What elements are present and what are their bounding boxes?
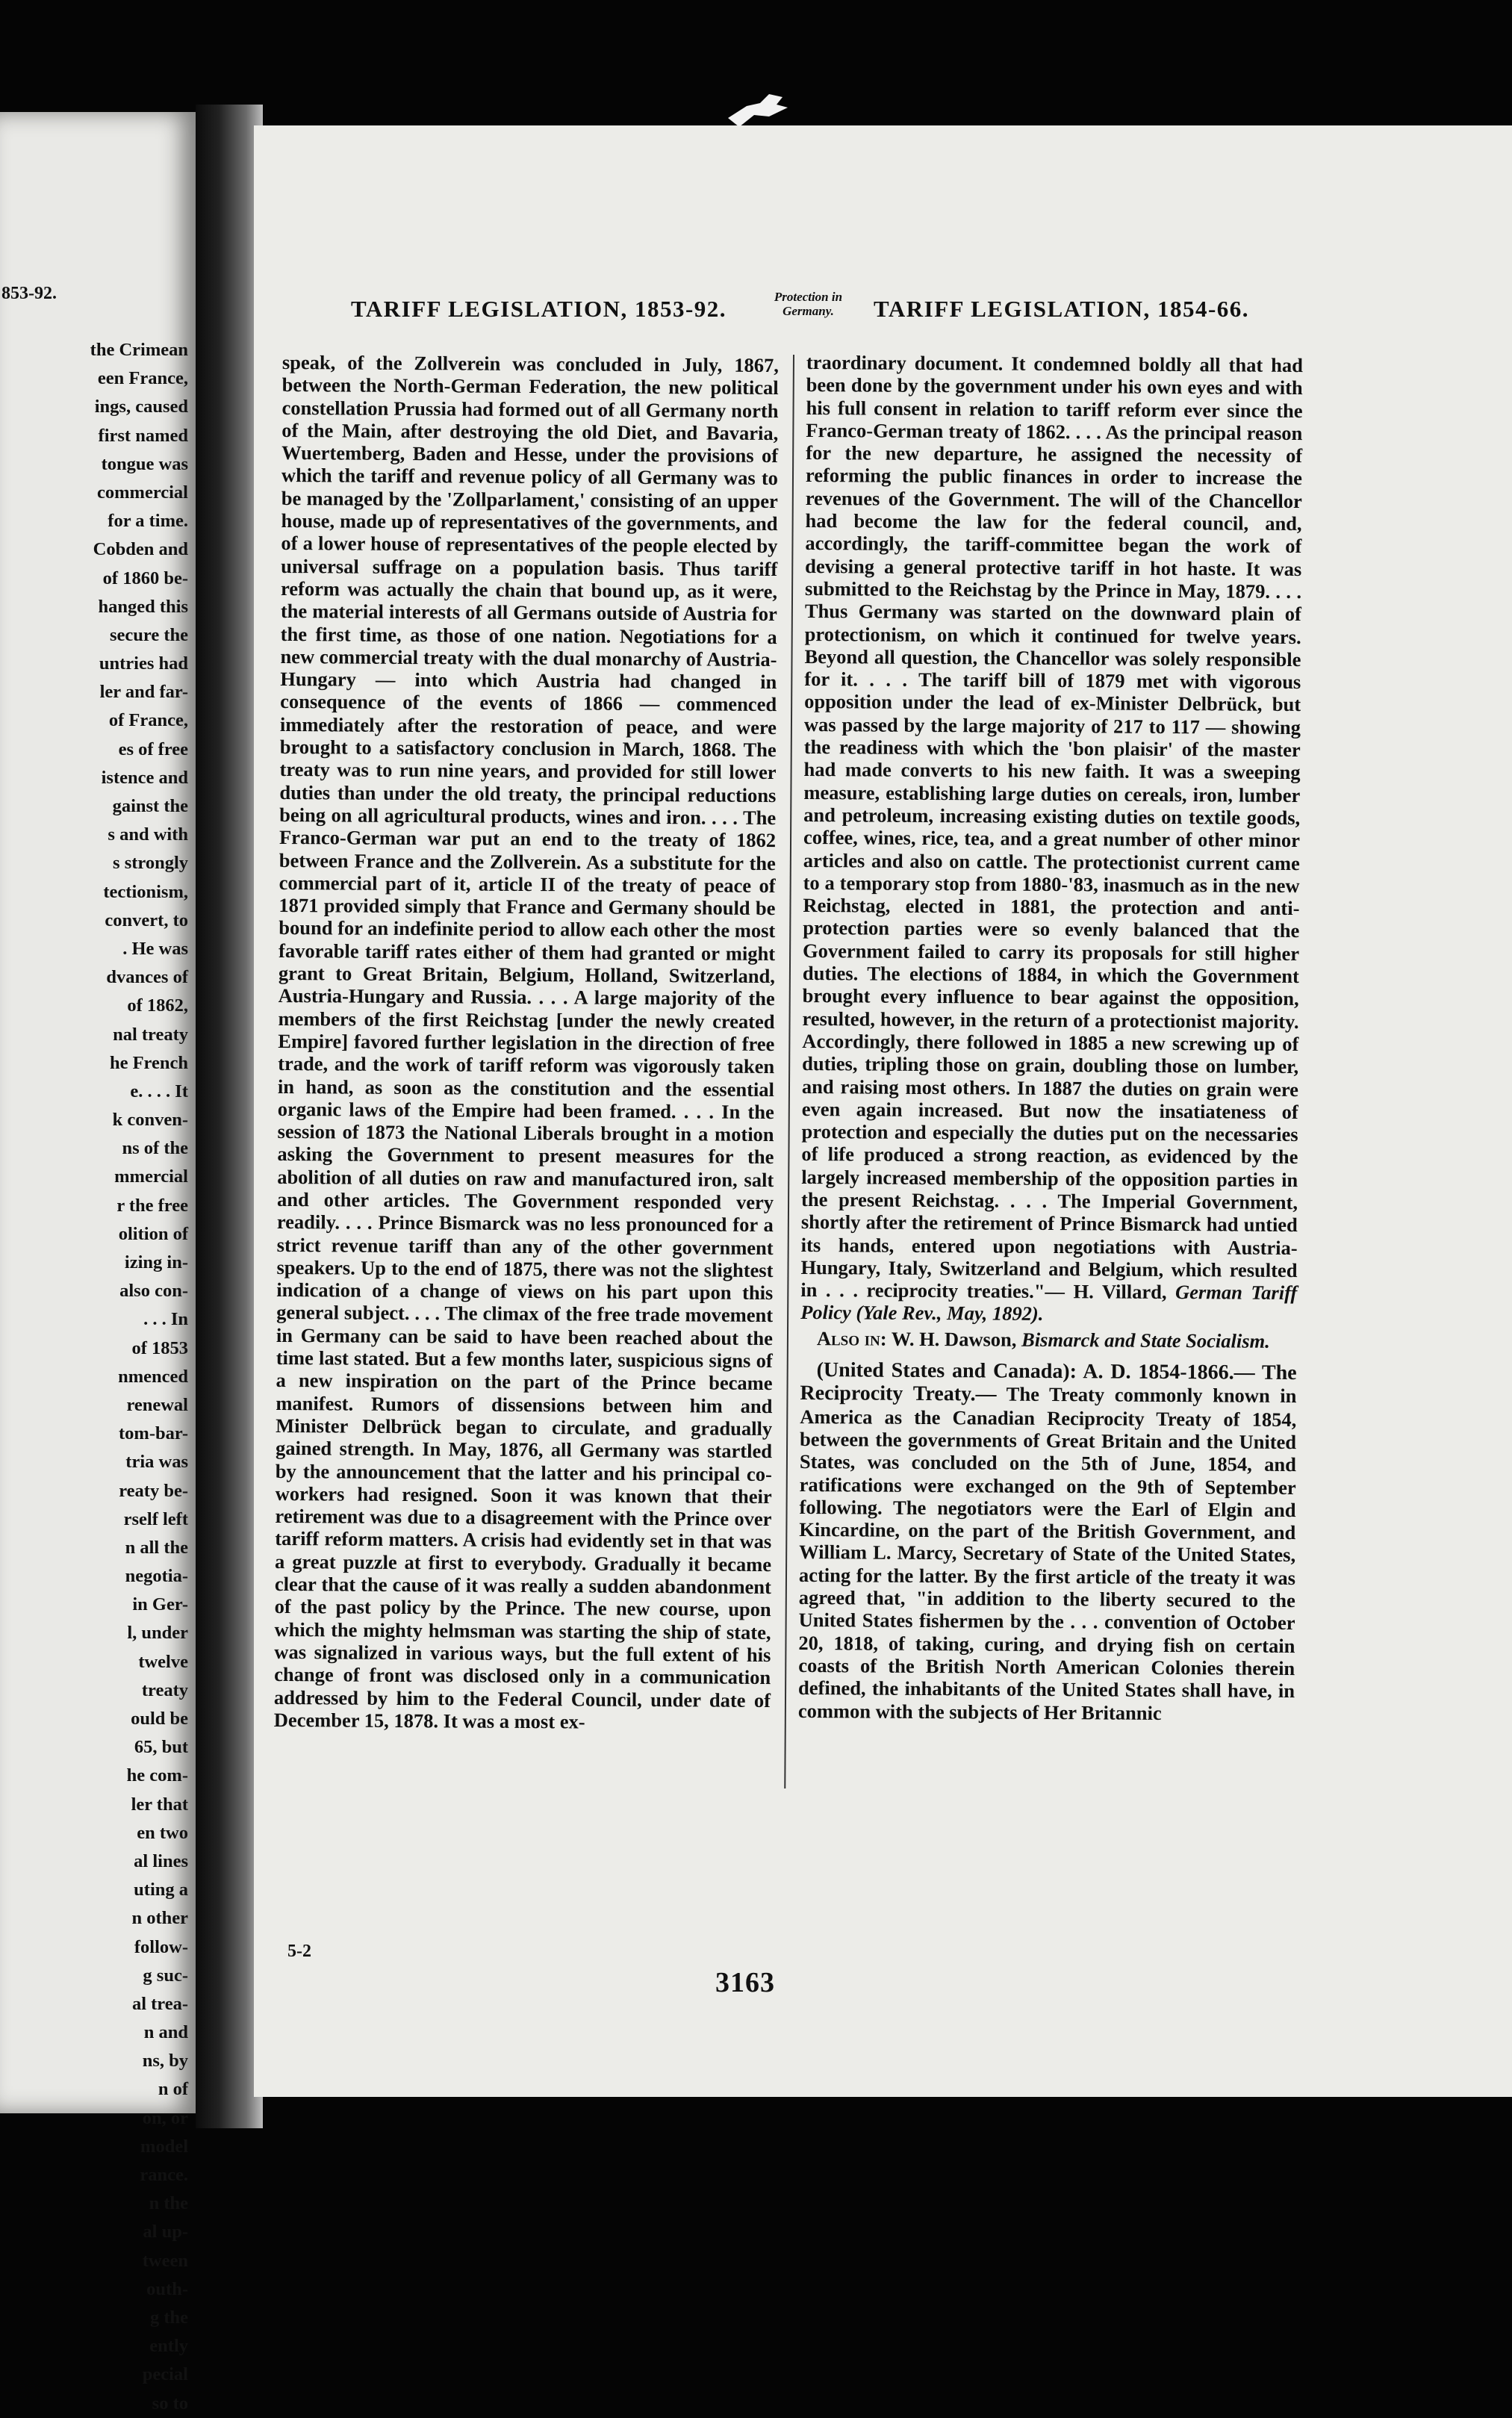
previous-page-line: tectionism,	[103, 881, 188, 902]
section-heading: (United States and Canada): A. D. 1854-1866.— The Reciprocity Treaty.—	[800, 1358, 1297, 1406]
running-head-side-note: Protection in Germany.	[774, 290, 843, 318]
previous-page-line: also con-	[119, 1281, 188, 1302]
previous-page-line: in Ger-	[132, 1594, 188, 1615]
previous-page-line: g suc-	[143, 1965, 188, 1986]
previous-page-line: een France,	[97, 368, 188, 389]
previous-page-line: tween	[142, 2250, 188, 2271]
previous-page-line: model	[140, 2136, 188, 2157]
previous-page-line: olition of	[118, 1223, 188, 1244]
section-text: The Treaty commonly known in America as the Canadian Reciprocity Treaty of 1854, between the governments of Great Britain and the United States, was concluded on the 5th of June, 1854, and ratifications were exchanged on the 9th of September following. The negotiators were the Earl of Elgin and Kincardine, on the part of the British Government, and William L. Marcy, Secretary of State of the United States, acting for the latter. By the first article of the treaty it was agreed that, "in addition to the liberty secured to the United States fishermen by the . . . convention of October 20, 1818, of taking, curing, and drying fish on certain coasts of the British North American Colonies therein defined, the inhabitants of the United States shall have, in common with the subjects of Her Britannic	[797, 1383, 1297, 1724]
previous-page-line: secure the	[110, 624, 188, 645]
previous-page-line: the Crimean	[90, 340, 188, 360]
previous-page-line: tongue was	[101, 453, 188, 474]
previous-page	[0, 112, 196, 2414]
reciprocity-treaty-entry	[798, 1358, 1297, 1725]
previous-page-line: of 1860 be-	[102, 568, 188, 588]
previous-page-line: al lines	[134, 1850, 188, 1871]
previous-page-line: g the	[149, 2307, 188, 2328]
running-head	[351, 290, 1277, 335]
previous-page-line: ns, by	[142, 2051, 188, 2072]
previous-page-line: ns of the	[122, 1138, 188, 1159]
citation-source: (Yale Rev., May, 1892).	[856, 1301, 1044, 1325]
previous-page-line: hanged this	[98, 596, 188, 617]
previous-page-line: ler and far-	[99, 682, 188, 703]
previous-page-line: rance.	[140, 2165, 188, 2185]
previous-page-line: pecial	[142, 2364, 188, 2385]
previous-page-line: tom-bar-	[119, 1423, 188, 1444]
signature-mark: 5-2	[287, 1942, 311, 1961]
previous-page-line: commercial	[97, 482, 188, 503]
previous-page-line: l, under	[127, 1623, 188, 1644]
previous-page-line: reaty be-	[119, 1480, 188, 1501]
previous-page-line: al up-	[143, 2222, 188, 2243]
previous-page-line: untries had	[99, 653, 188, 674]
previous-page-line: en two	[137, 1822, 188, 1843]
previous-page-line: es of free	[118, 739, 188, 759]
also-in-label: Also in:	[816, 1326, 887, 1350]
previous-page-line: . . . In	[143, 1309, 188, 1330]
right-column-quote	[800, 351, 1303, 1327]
previous-page-line: of France,	[108, 710, 188, 731]
previous-page-line: ings, caused	[94, 397, 188, 417]
previous-page-line: nal treaty	[113, 1024, 188, 1045]
previous-page-line: r the free	[116, 1195, 188, 1216]
previous-page-line: . He was	[122, 938, 188, 959]
previous-page-line: he French	[109, 1052, 188, 1073]
citation-title: German Tariff Policy	[800, 1281, 1298, 1324]
left-column	[274, 351, 779, 1734]
previous-page-line: mmercial	[114, 1166, 188, 1187]
previous-page-line: izing in-	[124, 1252, 188, 1272]
previous-page-line: so to	[152, 2393, 188, 2414]
previous-page-line: al trea-	[131, 1993, 188, 2014]
previous-page-line: dvances of	[106, 967, 188, 988]
previous-page-line: n other	[131, 1908, 188, 1929]
previous-page-line: k conven-	[112, 1110, 188, 1131]
also-in-reference	[800, 1327, 1297, 1352]
previous-page-line: outh-	[146, 2278, 188, 2299]
previous-page-line: n and	[143, 2022, 188, 2043]
previous-page-line: n the	[149, 2193, 188, 2214]
previous-page-line: Cobden and	[93, 539, 188, 560]
running-head-left: TARIFF LEGISLATION, 1853-92.	[351, 296, 727, 322]
right-column	[798, 351, 1303, 1725]
previous-page-line: treaty	[141, 1679, 188, 1700]
running-head-right: TARIFF LEGISLATION, 1854-66.	[874, 296, 1250, 322]
previous-page-line: convert, to	[105, 910, 188, 930]
previous-page-line: s strongly	[113, 853, 188, 874]
previous-page-line: ler that	[131, 1794, 188, 1815]
previous-page-line: twelve	[138, 1651, 188, 1672]
previous-page-line: for a time.	[108, 511, 188, 532]
also-in-title: Bismarck and State Socialism.	[1021, 1328, 1270, 1352]
previous-page-line: n all the	[125, 1537, 188, 1558]
previous-page-line: n of	[158, 2079, 188, 2100]
previous-page-line: ently	[149, 2336, 188, 2357]
previous-page-header: 853-92.	[1, 284, 57, 303]
previous-page-line: rself left	[123, 1508, 188, 1529]
previous-page-line: he com-	[126, 1765, 188, 1786]
previous-page-line: uting a	[134, 1880, 188, 1900]
previous-page-text	[9, 336, 188, 2418]
previous-page-line: tria was	[125, 1452, 188, 1473]
previous-page-line: negotia-	[125, 1566, 188, 1587]
previous-page-line: on, or	[142, 2107, 188, 2128]
previous-page-line: s and with	[108, 824, 188, 845]
previous-page-line: first named	[98, 425, 188, 446]
previous-page-line: gainst the	[112, 796, 188, 816]
quote-text: traordinary document. It condemned boldly all that had been done by the government under his own eyes and with his full consent in relation to tariff reform ever since the Franco-German treaty of 1862. . . . As the principal reason for the new departure, he assigned the necessity of reforming the public finances in order to increase the revenues of the Government. The will of the Chancellor had become the law for the federal council, and, accordingly, the tariff-committee began the work of devising a general protective tariff in hot haste. It was submitted to the Reichstag by the Prince in May, 1879. . . . Thus Germany was started on the downward plain of protectionism, on which it continued for twelve years. Beyond all question, the Chancellor was solely responsible for it. . . . The tariff bill of 1879 met with vigorous opposition under the lead of ex-Minister Delbrück, but was passed by the large majority of 217 to 117 — showing the readiness with which the 'bon plaisir' of the master had made converts to his new faith. It was a sweeping measure, establishing large duties on cereals, iron, lumber and petroleum, increasing existing duties on textile goods, coffee, wines, rice, tea, and a great number of other minor articles and also on cattle. The protectionist current came to a temporary stop from 1880-'83, inasmuch as in the new Reichstag, elected in 1881, the protection and anti-protection parties were so evenly balanced that the Government failed to carry its proposals for still higher duties. The elections of 1884, in which the Government brought every influence to bear against the opposition, resulted, however, in the return of a protectionist majority. Accordingly, there followed in 1885 a new screwing up of duties, tripling those on grain, doubling those on lumber, and raising most others. In 1887 the duties on grain were even again increased. But now the insatiateness of protection and especially the duties put on the necessaries of life produced a strong reaction, as evidenced by the largely increased membership of the opposition parties in the present Reichstag. . . . The Imperial Government, shortly after the retirement of Prince Bismarck had untied its hands, entered upon negotiations with Austria-Hungary, Italy, Switzerland and Belgium, which resulted in . . . reciprocity treaties."— H. Villard,	[800, 351, 1303, 1304]
previous-page-line: 65, but	[134, 1737, 188, 1758]
binding-clip-icon	[724, 90, 791, 134]
book-gutter	[196, 105, 263, 2128]
page-number: 3163	[715, 1967, 775, 1998]
also-in-author: W. H. Dawson,	[891, 1327, 1017, 1351]
previous-page-line: follow-	[134, 1936, 188, 1957]
previous-page-line: renewal	[126, 1394, 188, 1415]
left-column-text: speak, of the Zollverein was concluded in July, 1867, between the North-German Federation, the new political constellation Prussia had formed out of all Germany north of the Main, after destroying the old Diet, and Bavaria, Wuertemberg, Baden and Hesse, under the provisions of which the tariff and revenue policy of all Germany was to be managed by the 'Zollparlament,' consisting of an upper house, made up of representatives of the governments, and of a lower house of representatives of the people elected by universal suffrage on a population basis. Thus tariff reform was actually the chain that bound up, as it were, the material interests of all Germans outside of Austria for the first time, as those of one nation. Negotiations for a new commercial treaty with the dual monarchy of Austria-Hungary — into which Austria had changed in consequence of the events of 1866 — commenced immediately after the restoration of peace, and were brought to a satisfactory conclusion in March, 1868. The treaty was to run nine years, and provided for still lower duties than under the old treaty, the principal reductions being on all agricultural products, wines and iron. . . . The Franco-German war put an end to the treaty of 1862 between France and the Zollverein. As a substitute for the commercial part of it, article II of the treaty of peace of 1871 provided simply that France and Germany should be bound for an indefinite period to allow each other the most favorable tariff rates either of them had granted or might grant to Great Britain, Belgium, Holland, Switzerland, Austria-Hungary and Russia. . . . A large majority of the members of the first Reichstag [under the newly created Empire] favored further legislation in the direction of free trade, and the work of tariff reform was vigorously taken in hand, as soon as the constitution and the essential organic laws of the Empire had been framed. . . . In the session of 1873 the National Liberals brought in a motion asking the Government to present measures for the abolition of all duties on raw and manufactured iron, salt and other articles. The Government responded very readily. . . . Prince Bismarck was no less pronounced for a strict revenue tariff than any of the other government speakers. Up to the end of 1875, there was not the slightest indication of a change of views on his part upon this general subject. . . . The climax of the free trade movement in Germany can be said to have been reached about the time last stated. But a few months later, suspicious signs of a new inspiration on the part of the Prince became manifest. Rumors of dissensions between him and Minister Delbrück began to circulate, and gradually gained strength. In May, 1876, all Germany was startled by the announcement that the latter and his principal co-workers had resigned. Soon it was known that their retirement was due to a disagreement with the Prince over tariff reform matters. A crisis had evidently set in that was a great puzzle at first to everybody. Gradually it became clear that the cause of it was really a sudden abandonment of the past policy by the Prince. The new course, upon which the mighty helmsman was starting the ship of state, was signalized in various ways, but the full extent of his change of front was disclosed only in a communication addressed by him to the Federal Council, under date of December 15, 1878. It was a most ex-	[273, 351, 779, 1733]
previous-page-line: of 1853	[131, 1337, 188, 1358]
previous-page-line: nmenced	[118, 1366, 188, 1387]
previous-page-line: of 1862,	[127, 995, 188, 1016]
previous-page-line: istence and	[101, 767, 188, 788]
previous-page-line: e. . . . It	[130, 1081, 188, 1101]
previous-page-line: ould be	[131, 1709, 188, 1729]
